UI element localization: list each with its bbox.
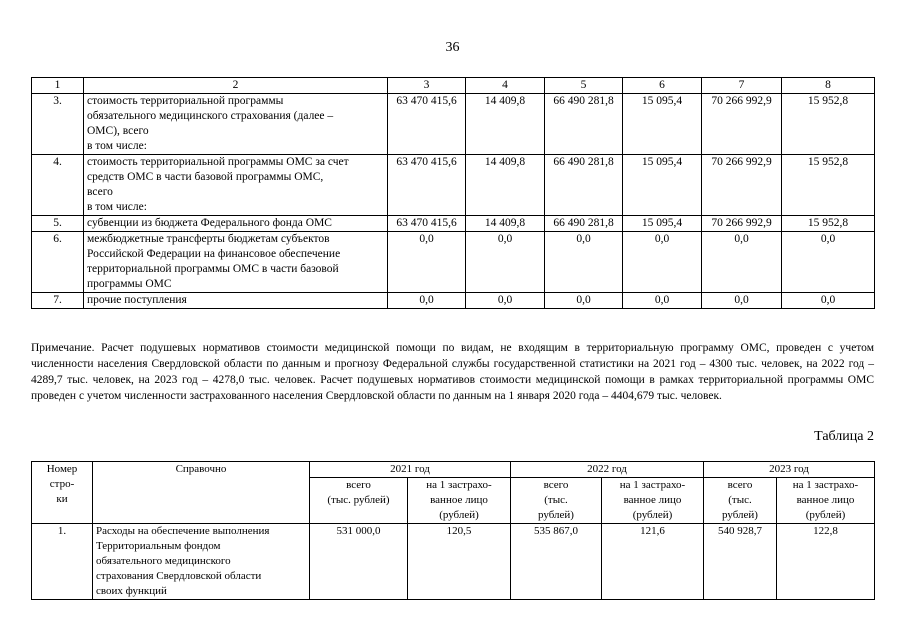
page-number: 36 <box>445 40 460 55</box>
header-cell: 3 <box>388 78 466 94</box>
total-subheader: всего (тыс. рублей) <box>511 478 602 524</box>
row-number: 4. <box>32 155 84 216</box>
table-row <box>32 155 875 216</box>
value-cell: 66 490 281,8 <box>545 155 623 216</box>
row-number: 3. <box>32 94 84 155</box>
per-person-subheader: на 1 застрахо- ванное лицо (рублей) <box>602 478 704 524</box>
year-header: 2021 год <box>310 462 511 478</box>
row-label: прочие поступления <box>84 293 388 309</box>
value-cell: 63 470 415,6 <box>388 155 466 216</box>
value-cell: 122,8 <box>777 524 875 600</box>
row-label: межбюджетные трансферты бюджетам субъектов Российской Федерации на финансовое обеспечение территориальной программы ОМС в части базовой программы ОМС <box>84 232 388 293</box>
header-cell: 7 <box>702 78 782 94</box>
value-cell: 70 266 992,9 <box>702 155 782 216</box>
row-label: стоимость территориальной программы ОМС за счет средств ОМС в части базовой программы ОМС, всего в том числе: <box>84 155 388 216</box>
per-person-subheader: на 1 застрахо- ванное лицо (рублей) <box>777 478 875 524</box>
header-cell: 8 <box>782 78 875 94</box>
value-cell: 14 409,8 <box>466 216 545 232</box>
value-cell: 0,0 <box>466 293 545 309</box>
header-cell: 4 <box>466 78 545 94</box>
year-header: 2023 год <box>704 462 875 478</box>
value-cell: 63 470 415,6 <box>388 216 466 232</box>
year-header: 2022 год <box>511 462 704 478</box>
total-subheader: всего (тыс. рублей) <box>704 478 777 524</box>
header-cell: 2 <box>84 78 388 94</box>
value-cell: 0,0 <box>623 293 702 309</box>
value-cell: 535 867,0 <box>511 524 602 600</box>
table-header-row <box>32 462 875 478</box>
header-cell: 6 <box>623 78 702 94</box>
value-cell: 15 952,8 <box>782 155 875 216</box>
value-cell: 540 928,7 <box>704 524 777 600</box>
value-cell: 0,0 <box>388 293 466 309</box>
table-caption: Таблица 2 <box>814 429 874 444</box>
header-cell: 1 <box>32 78 84 94</box>
value-cell: 0,0 <box>702 293 782 309</box>
table-row <box>32 293 875 309</box>
value-cell: 66 490 281,8 <box>545 94 623 155</box>
value-cell: 121,6 <box>602 524 704 600</box>
total-subheader: всего (тыс. рублей) <box>310 478 408 524</box>
value-cell: 0,0 <box>466 232 545 293</box>
value-cell: 70 266 992,9 <box>702 94 782 155</box>
value-cell: 15 095,4 <box>623 155 702 216</box>
value-cell: 70 266 992,9 <box>702 216 782 232</box>
table-row <box>32 94 875 155</box>
value-cell: 14 409,8 <box>466 94 545 155</box>
table-row <box>32 216 875 232</box>
value-cell: 0,0 <box>545 232 623 293</box>
row-number: 7. <box>32 293 84 309</box>
value-cell: 15 952,8 <box>782 216 875 232</box>
table-row <box>32 524 875 600</box>
value-cell: 0,0 <box>388 232 466 293</box>
value-cell: 531 000,0 <box>310 524 408 600</box>
value-cell: 63 470 415,6 <box>388 94 466 155</box>
value-cell: 15 095,4 <box>623 216 702 232</box>
reference-table <box>31 461 875 600</box>
row-label: субвенции из бюджета Федерального фонда ОМС <box>84 216 388 232</box>
value-cell: 0,0 <box>623 232 702 293</box>
value-cell: 0,0 <box>782 293 875 309</box>
value-cell: 120,5 <box>408 524 511 600</box>
row-label: Расходы на обеспечение выполнения Территориальным фондом обязательного медицинского страхования Свердловской области своих функций <box>93 524 310 600</box>
value-cell: 15 095,4 <box>623 94 702 155</box>
row-number-header: Номер стро- ки <box>32 462 93 524</box>
financing-table <box>31 77 875 309</box>
reference-header: Справочно <box>93 462 310 524</box>
value-cell: 0,0 <box>545 293 623 309</box>
per-person-subheader: на 1 застрахо- ванное лицо (рублей) <box>408 478 511 524</box>
row-number: 6. <box>32 232 84 293</box>
row-number: 1. <box>32 524 93 600</box>
value-cell: 14 409,8 <box>466 155 545 216</box>
note-paragraph: Примечание. Расчет подушевых нормативов стоимости медицинской помощи по видам, не входящим в территориальную программу ОМС, проведен с учетом численности населения Свердловской области по данным и прогнозу Федеральной службы государственной статистики на 2021 год – 4300 тыс. человек, на 2022 год – 4289,7 тыс. человек, на 2023 год – 4278,0 тыс. человек. Расчет подушевых нормативов стоимости медицинской помощи в рамках территориальной программы ОМС проведен с учетом численности застрахованного населения Свердловской области по данным на 1 января 2020 года – 4404,679 тыс. человек. <box>31 342 874 402</box>
table-row <box>32 232 875 293</box>
header-cell: 5 <box>545 78 623 94</box>
value-cell: 0,0 <box>702 232 782 293</box>
value-cell: 0,0 <box>782 232 875 293</box>
table-header-row <box>32 78 875 94</box>
row-number: 5. <box>32 216 84 232</box>
value-cell: 15 952,8 <box>782 94 875 155</box>
value-cell: 66 490 281,8 <box>545 216 623 232</box>
row-label: стоимость территориальной программы обязательного медицинского страхования (далее – ОМС), всего в том числе: <box>84 94 388 155</box>
